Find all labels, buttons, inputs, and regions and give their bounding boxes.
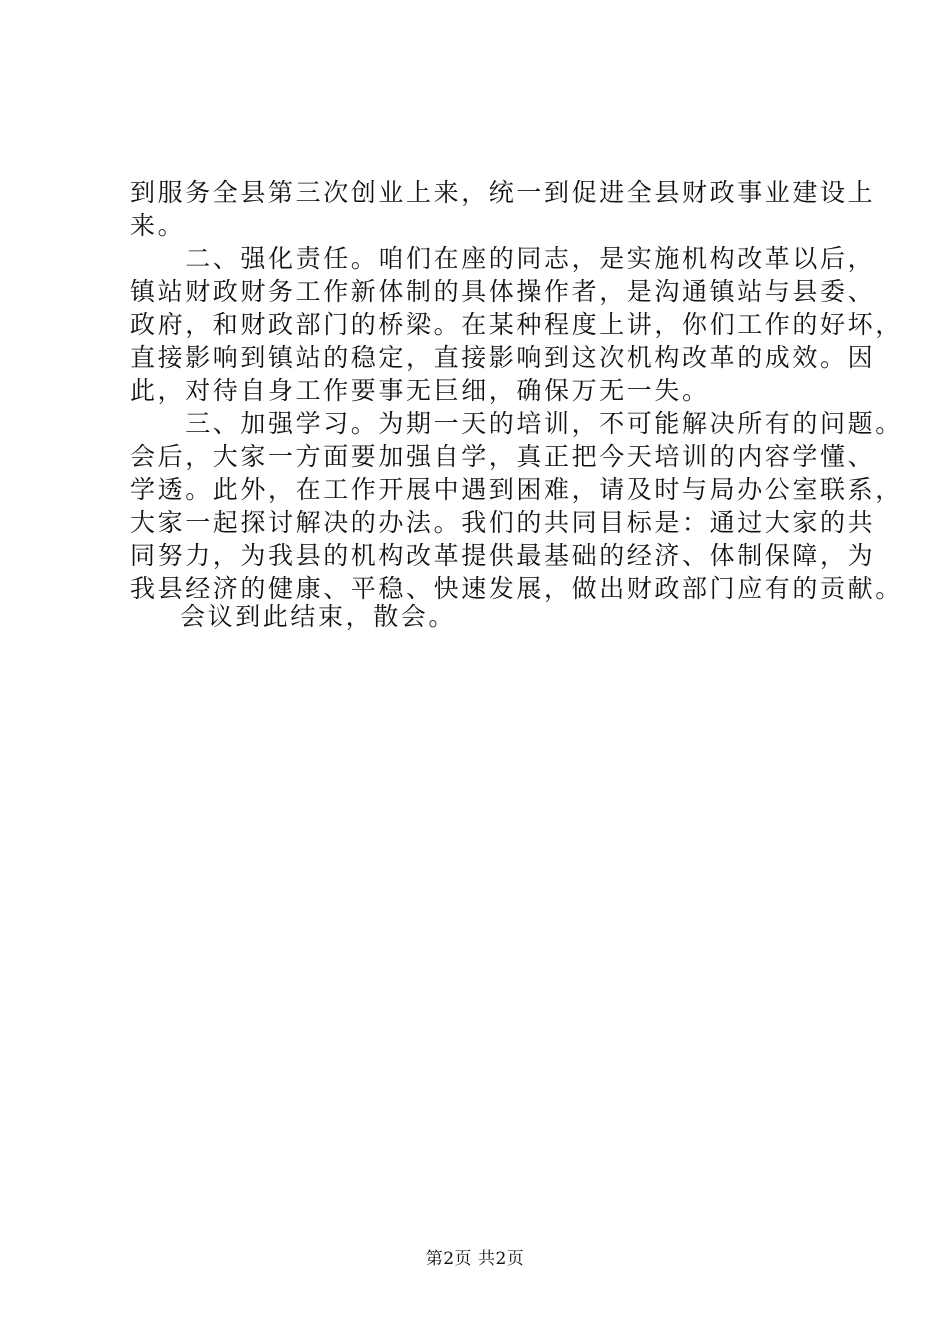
text-line: 会后，大家一方面要加强自学，真正把今天培训的内容学懂、 — [130, 442, 876, 471]
document-body — [130, 176, 903, 605]
text-line: 学透。此外，在工作开展中遇到困难，请及时与局办公室联系， — [130, 475, 903, 504]
text-line: 直接影响到镇站的稳定，直接影响到这次机构改革的成效。因 — [130, 343, 876, 372]
closing-statement: 会议到此结束，散会。 — [180, 602, 457, 631]
text-line: 此，对待自身工作要事无巨细，确保万无一失。 — [130, 376, 710, 405]
text-line: 三、加强学习。为期一天的培训，不可能解决所有的问题。 — [130, 409, 903, 438]
page-number-footer: 第2页 共2页 — [425, 1249, 525, 1269]
text-line: 镇站财政财务工作新体制的具体操作者，是沟通镇站与县委、 — [130, 277, 876, 306]
text-line: 来。 — [130, 211, 186, 240]
text-line: 二、强化责任。咱们在座的同志，是实施机构改革以后， — [130, 244, 876, 273]
text-line: 政府，和财政部门的桥梁。在某种程度上讲，你们工作的好坏， — [130, 310, 903, 339]
text-line: 大家一起探讨解决的办法。我们的共同目标是：通过大家的共 — [130, 508, 876, 537]
text-line: 到服务全县第三次创业上来，统一到促进全县财政事业建设上 — [130, 178, 876, 207]
text-line: 同努力，为我县的机构改革提供最基础的经济、体制保障，为 — [130, 541, 876, 570]
text-line: 我县经济的健康、平稳、快速发展，做出财政部门应有的贡献。 — [130, 574, 903, 603]
